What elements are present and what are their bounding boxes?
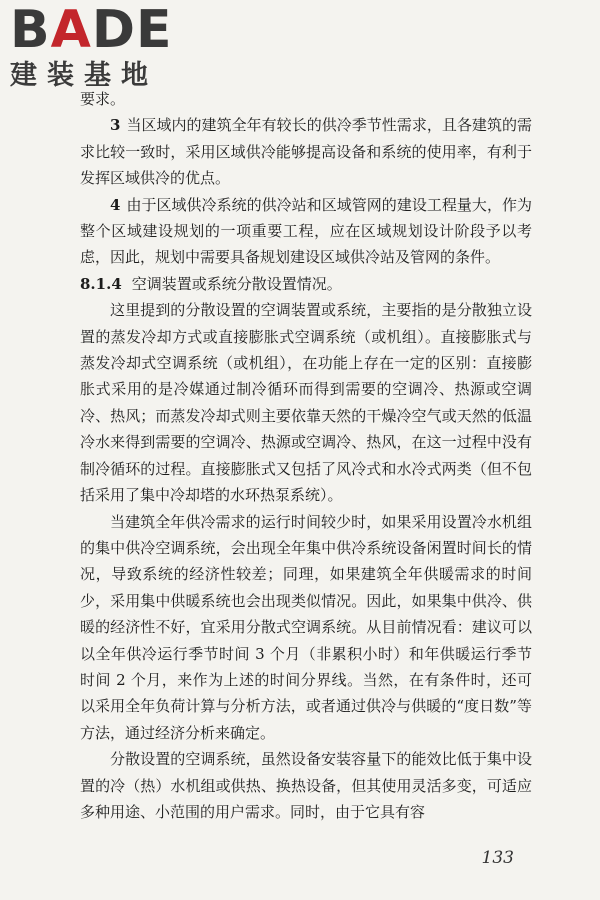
list-item-4: 4 由于区域供冷系统的供冷站和区域管网的建设工程量大，作为整个区域建设规划的一项重要工程，应在区域规划设计阶段予以考虑，因此，规划中需要具备规划建设区域供冷站及管网的条件。 — [80, 195, 532, 267]
list-item-3: 3 当区域内的建筑全年有较长的供冷季节性需求，且各建筑的需求比较一致时，采用区域供冷能够提高设备和系统的使用率，有利于发挥区域供冷的优点。 — [80, 116, 532, 188]
section-heading — [80, 271, 532, 297]
document-body — [80, 86, 532, 825]
watermark-logo — [6, 2, 176, 94]
logo-subtitle: 建装基地 — [10, 60, 158, 91]
section-title: 空调装置或系统分散设置情况。 — [131, 274, 342, 293]
paragraph-continuation: 要求。 — [80, 90, 126, 108]
page-number: 133 — [481, 848, 514, 868]
logo-wordmark: BADE — [10, 0, 173, 60]
list-number: 3 — [110, 116, 121, 135]
paragraph: 这里提到的分散设置的空调装置或系统，主要指的是分散独立设置的蒸发冷却方式或直接膨胀式空调系统（或机组）。直接膨胀式与蒸发冷却式空调系统（或机组），在功能上存在一定的区别：直接膨胀式采用的是冷媒通过制冷循环而得到需要的空调冷、热源或空调冷、热风；而蒸发冷却式则主要依靠天然的干燥冷空气或天然的低温冷水来得到需要的空调冷、热源或空调冷、热风，在这一过程中没有制冷循环的过程。直接膨胀式又包括了风冷式和水冷式两类（但不包括采用了集中冷却塔的水环热泵系统）。 — [80, 301, 532, 505]
paragraph: 分散设置的空调系统，虽然设备安装容量下的能效比低于集中设置的冷（热）水机组或供热、换热设备，但其使用灵活多变，可适应多种用途、小范围的用户需求。同时，由于它具有容 — [80, 750, 532, 821]
paragraph: 当建筑全年供冷需求的运行时间较少时，如果采用设置冷水机组的集中供冷空调系统，会出现全年集中供冷系统设备闲置时间长的情况，导致系统的经济性较差；同理，如果建筑全年供暖需求的时间少，采用集中供暖系统也会出现类似情况。因此，如果集中供冷、供暖的经济性不好，宜采用分散式空调系统。从目前情况看：建议可以以全年供冷运行季节时间 3 个月（非累积小时）和年供暖运行季节时间 2 个月，来作为上述的时间分界线。当然，在有条件时，还可以采用全年负荷计算与分析方法，或者通过供冷与供暖的“度日数”等方法，通过经济分析来确定。 — [80, 512, 532, 742]
list-number: 4 — [110, 195, 121, 214]
section-number: 8.1.4 — [80, 274, 122, 293]
